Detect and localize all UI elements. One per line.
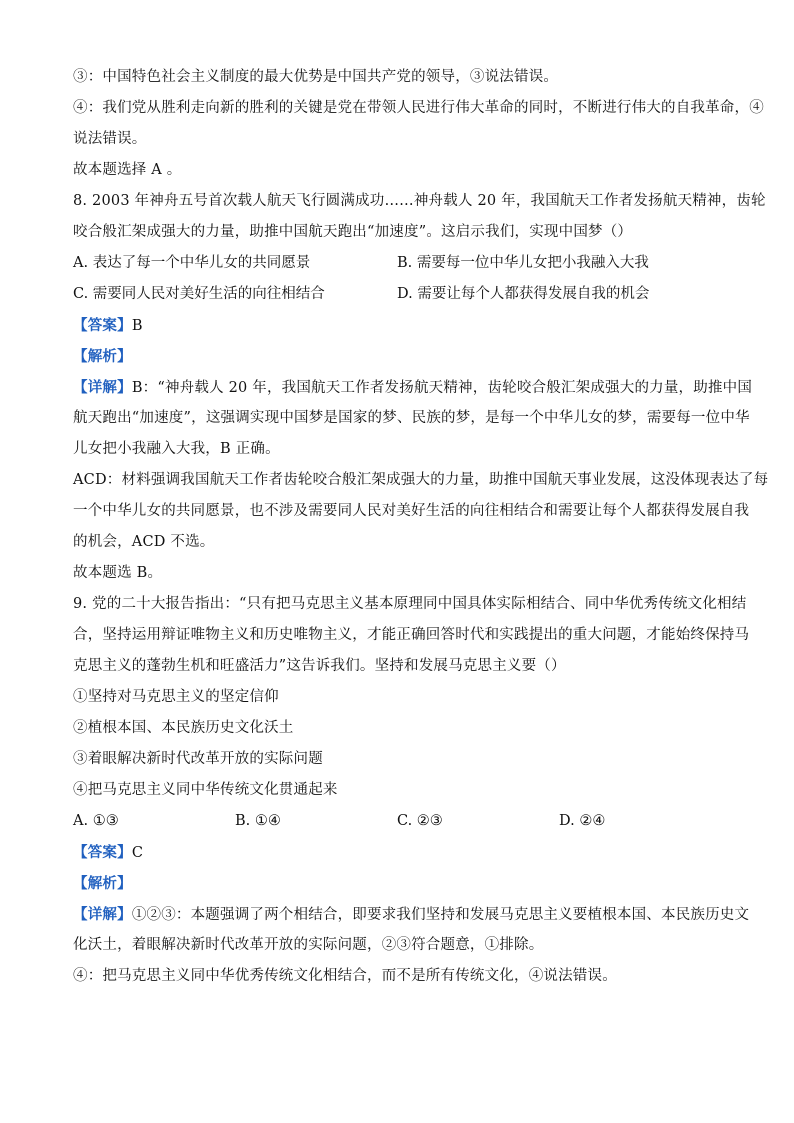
q9-detail-line-2: 化沃土，着眼解决新时代改革开放的实际问题，②③符合题意，①排除。	[73, 937, 544, 953]
q9-item-4-line: ④：把马克思主义同中华优秀传统文化相结合，而不是所有传统文化，④说法错误。	[73, 968, 617, 984]
q9-stem-line-3: 克思主义的蓬勃生机和旺盛活力”这告诉我们。坚持和发展马克思主义要（）	[73, 658, 566, 674]
q8-option-a: A. 表达了每一个中华儿女的共同愿景	[73, 255, 311, 271]
q8-stem-line-2: 咬合般汇架成强大的力量，助推中国航天跑出“加速度”。这启示我们，实现中国梦（）	[73, 224, 633, 240]
q9-stem-line-1: 9. 党的二十大报告指出：“只有把马克思主义基本原理同中国具体实际相结合、同中华优秀传统文化相结	[73, 596, 747, 612]
q8-options-row-1	[73, 248, 733, 279]
q8-acd-line-3: 的机会，ACD 不选。	[73, 534, 215, 550]
q8-acd-line-2: 一个中华儿女的共同愿景，也不涉及需要同人民对美好生活的向往相结合和需要让每个人都获得发展自我	[73, 503, 750, 519]
q8-conclusion: 故本题选 B。	[73, 565, 163, 581]
q8-detail-line-3: 儿女把小我融入大我，B 正确。	[73, 441, 280, 457]
prev-item-4-line-1: ④：我们党从胜利走向新的胜利的关键是党在带领人民进行伟大革命的同时，不断进行伟大的自我革命，④	[73, 100, 764, 116]
q8-detail-line-2: 航天跑出“加速度”，这强调实现中国梦是国家的梦、民族的梦，是每一个中华儿女的梦，需要每一位中华	[73, 410, 750, 426]
q9-detail-tag: 【详解】	[73, 906, 132, 923]
q8-option-d: D. 需要让每个人都获得发展自我的机会	[397, 286, 650, 302]
q8-analysis-tag: 【解析】	[73, 348, 132, 365]
document-page	[73, 62, 769, 992]
q9-option-a: A. ①③	[73, 813, 119, 829]
q9-analysis	[73, 868, 733, 899]
prev-conclusion: 故本题选择 A 。	[73, 162, 182, 178]
q8-answer-tag: 【答案】	[73, 317, 132, 334]
q9-detail-text-1: ①②③：本题强调了两个相结合，即要求我们坚持和发展马克思主义要植根本国、本民族历史文	[131, 907, 750, 923]
q9-item-3: ③着眼解决新时代改革开放的实际问题	[73, 751, 323, 767]
q9-options-row	[73, 806, 733, 837]
q8-acd-line-1: ACD：材料强调我国航天工作者齿轮咬合般汇架成强大的力量，助推中国航天事业发展，这没体现表达了每	[73, 472, 769, 488]
q9-option-d: D. ②④	[559, 813, 606, 829]
q9-answer-tag: 【答案】	[73, 844, 132, 861]
q9-item-1: ①坚持对马克思主义的坚定信仰	[73, 689, 279, 705]
q9-item-4: ④把马克思主义同中华传统文化贯通起来	[73, 782, 338, 798]
q8-option-c: C. 需要同人民对美好生活的向往相结合	[73, 286, 325, 302]
q9-item-2: ②植根本国、本民族历史文化沃土	[73, 720, 294, 736]
q8-answer-value: B	[131, 318, 143, 334]
q8-detail-line-1	[73, 372, 753, 403]
q8-answer	[73, 310, 733, 341]
prev-item-3: ③：中国特色社会主义制度的最大优势是中国共产党的领导，③说法错误。	[73, 69, 559, 85]
q8-options-row-2	[73, 279, 733, 310]
q9-analysis-tag: 【解析】	[73, 875, 132, 892]
q8-analysis	[73, 341, 733, 372]
q8-option-b: B. 需要每一位中华儿女把小我融入大我	[397, 255, 649, 271]
q9-option-b: B. ①④	[235, 813, 281, 829]
prev-item-4-line-2: 说法错误。	[73, 131, 147, 147]
q9-answer	[73, 837, 733, 868]
q9-detail-line-1	[73, 899, 750, 930]
q9-answer-value: C	[131, 845, 144, 861]
q8-detail-tag: 【详解】	[73, 379, 132, 396]
q8-stem-line-1: 8. 2003 年神舟五号首次载人航天飞行圆满成功……神舟载人 20 年，我国航天工作者发扬航天精神，齿轮	[73, 193, 766, 209]
q9-option-c: C. ②③	[397, 813, 443, 829]
q9-stem-line-2: 合，坚持运用辩证唯物主义和历史唯物主义，才能正确回答时代和实践提出的重大问题，才能始终保持马	[73, 627, 750, 643]
q8-detail-text-1: B：“神舟载人 20 年，我国航天工作者发扬航天精神，齿轮咬合般汇架成强大的力量，助推中国	[131, 380, 753, 396]
